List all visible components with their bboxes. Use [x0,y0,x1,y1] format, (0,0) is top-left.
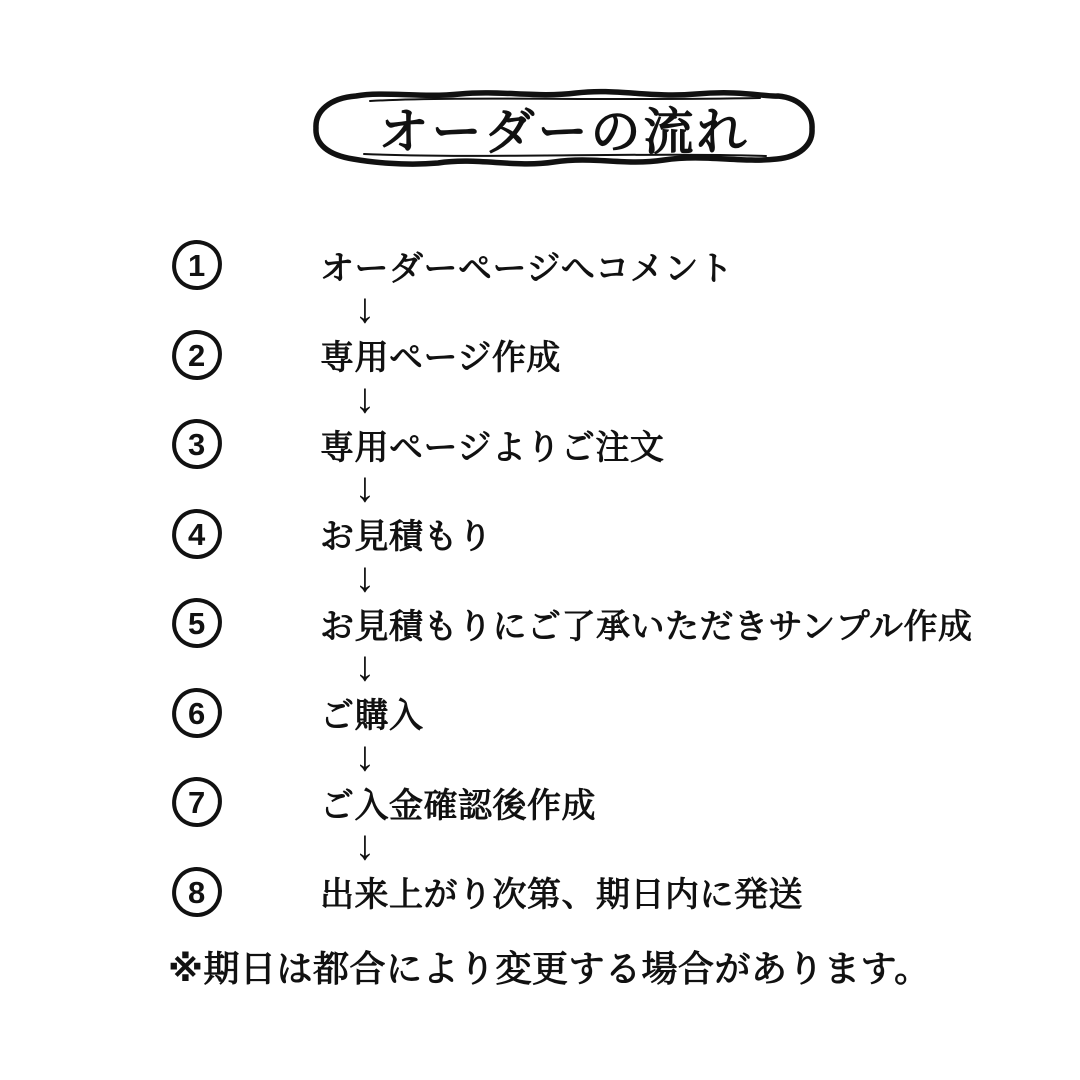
step-block [172,418,1032,508]
step-label: 出来上がり次第、期日内に発送 [320,876,803,914]
step-number-badge [170,775,224,829]
step-label: お見積もりにご了承いただきサンプル作成 [320,607,973,646]
step-label: ご購入 [320,697,424,735]
step-number-badge [170,596,224,650]
down-arrow-icon: ↓ [354,642,376,689]
step-row [172,418,1032,470]
page-title: オーダーの流れ [378,104,750,160]
step-label: オーダーページへコメント [320,249,734,288]
step-number-badge [170,417,224,471]
step-number: 2 [188,337,206,372]
steps-list [172,239,1032,955]
step-block [172,776,1032,866]
down-arrow-icon: ↓ [354,284,376,331]
down-arrow-icon: ↓ [354,373,376,421]
step-number: 6 [188,695,206,730]
step-block [172,508,1032,598]
down-arrow-icon: ↓ [354,731,376,779]
step-number-badge [170,506,224,560]
step-label: 専用ページよりご注文 [320,428,665,467]
down-arrow-icon: ↓ [354,552,376,600]
step-block [172,329,1032,419]
title-box [308,86,820,170]
step-row [172,687,1032,739]
step-row [172,776,1032,828]
step-row [172,508,1032,560]
step-row [172,239,1032,291]
step-block [172,687,1032,777]
down-arrow-icon: ↓ [354,463,376,510]
step-number: 3 [188,426,206,462]
step-label: 専用ページ作成 [320,339,561,377]
step-number-badge [170,864,224,918]
step-number: 7 [188,784,206,820]
step-number: 8 [188,874,206,909]
down-arrow-icon: ↓ [354,821,376,868]
step-label: お見積もり [320,518,493,556]
step-row [172,329,1032,381]
step-label: ご入金確認後作成 [320,786,596,825]
step-number: 4 [188,516,206,551]
step-number-badge [170,238,224,292]
step-block [172,239,1032,329]
step-number-badge [170,327,224,381]
step-row [172,866,1032,918]
footnote: ※期日は都合により変更する場合があります。 [168,948,931,989]
step-row [172,597,1032,649]
step-number: 1 [188,247,206,283]
step-number: 5 [188,605,206,641]
step-block [172,597,1032,687]
step-number-badge [170,685,224,739]
